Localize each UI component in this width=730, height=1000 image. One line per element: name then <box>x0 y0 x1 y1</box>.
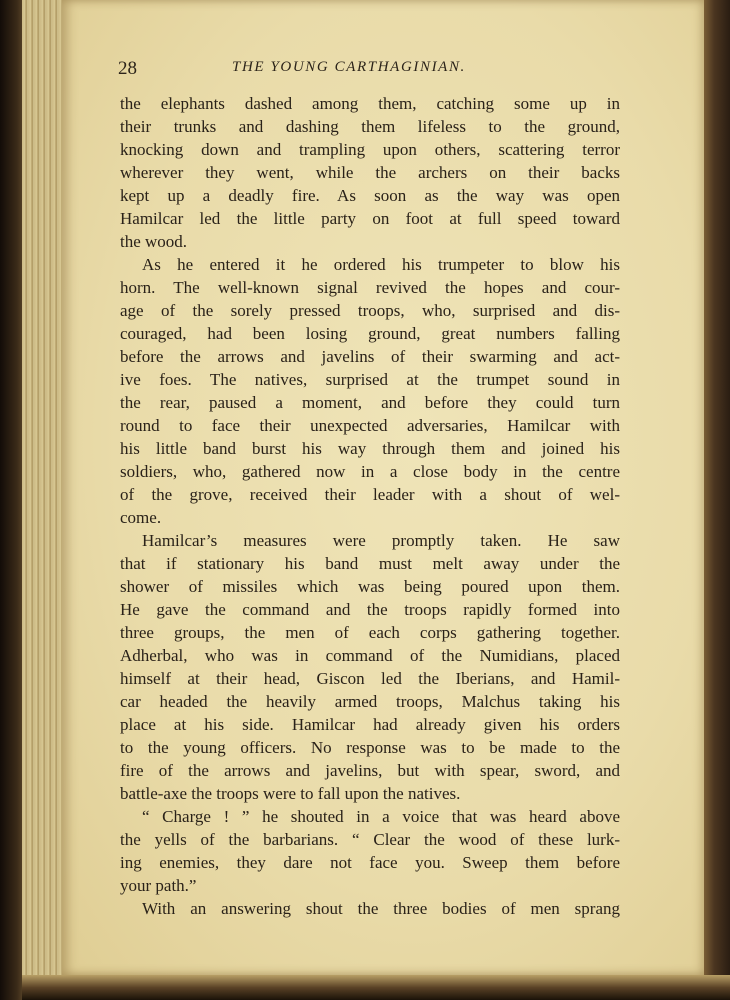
text-line: As he entered it he ordered his trumpeter to blow his <box>142 255 620 274</box>
text-line: before the arrows and javelins of their swarming and act- <box>120 347 620 366</box>
text-line: three groups, the men of each corps gathering together. <box>120 623 620 642</box>
text-line: kept up a deadly fire. As soon as the way was open <box>120 186 620 205</box>
text-line: “ Charge ! ” he shouted in a voice that was heard above <box>142 807 620 826</box>
text-line: knocking down and trampling upon others, scattering terror <box>120 140 620 159</box>
text-line: He gave the command and the troops rapidly formed into <box>120 600 620 619</box>
text-line: With an answering shout the three bodies of men sprang <box>142 899 620 918</box>
text-line: wherever they went, while the archers on their backs <box>120 163 620 182</box>
text-line: horn. The well-known signal revived the hopes and cour- <box>120 278 620 297</box>
text-line: ive foes. The natives, surprised at the trumpet sound in <box>120 370 620 389</box>
text-line: that if stationary his band must melt away under the <box>120 554 620 573</box>
text-line: come. <box>120 508 162 527</box>
text-line: round to face their unexpected adversaries, Hamilcar with <box>120 416 620 435</box>
text-line: their trunks and dashing them lifeless to the ground, <box>120 117 620 136</box>
text-line: ing enemies, they dare not face you. Sweep them before <box>120 853 620 872</box>
text-line: age of the sorely pressed troops, who, surprised and dis- <box>120 301 620 320</box>
text-line: fire of the arrows and javelins, but with spear, sword, and <box>120 761 620 780</box>
text-line: place at his side. Hamilcar had already given his orders <box>120 715 620 734</box>
text-line: the elephants dashed among them, catching some up in <box>120 94 620 113</box>
text-line: car headed the heavily armed troops, Malchus taking his <box>120 692 620 711</box>
running-title: THE YOUNG CARTHAGINIAN. <box>232 59 466 75</box>
text-line: his little band burst his way through them and joined his <box>120 439 620 458</box>
text-line: Hamilcar’s measures were promptly taken. He saw <box>142 531 620 550</box>
text-line: Adherbal, who was in command of the Numidians, placed <box>120 646 620 665</box>
text-line: the wood. <box>120 232 188 251</box>
text-line: of the grove, received their leader with a shout of wel- <box>120 485 620 504</box>
text-line: Hamilcar led the little party on foot at full speed toward <box>120 209 620 228</box>
page-header <box>118 58 628 84</box>
page-body-text <box>120 92 620 920</box>
text-line: himself at their head, Giscon led the Iberians, and Hamil- <box>120 669 620 688</box>
text-line: soldiers, who, gathered now in a close body in the centre <box>120 462 620 481</box>
text-line: to the young officers. No response was to be made to the <box>120 738 620 757</box>
page-number: 28 <box>118 58 137 79</box>
text-line: couraged, had been losing ground, great numbers falling <box>120 324 620 343</box>
text-line: the rear, paused a moment, and before they could turn <box>120 393 620 412</box>
text-line: shower of missiles which was being poured upon them. <box>120 577 620 596</box>
text-line: battle-axe the troops were to fall upon the natives. <box>120 784 461 803</box>
text-line: your path.” <box>120 876 197 895</box>
book-bottom-edge <box>22 975 730 1000</box>
text-line: the yells of the barbarians. “ Clear the wood of these lurk- <box>120 830 620 849</box>
book-right-edge <box>704 0 730 985</box>
